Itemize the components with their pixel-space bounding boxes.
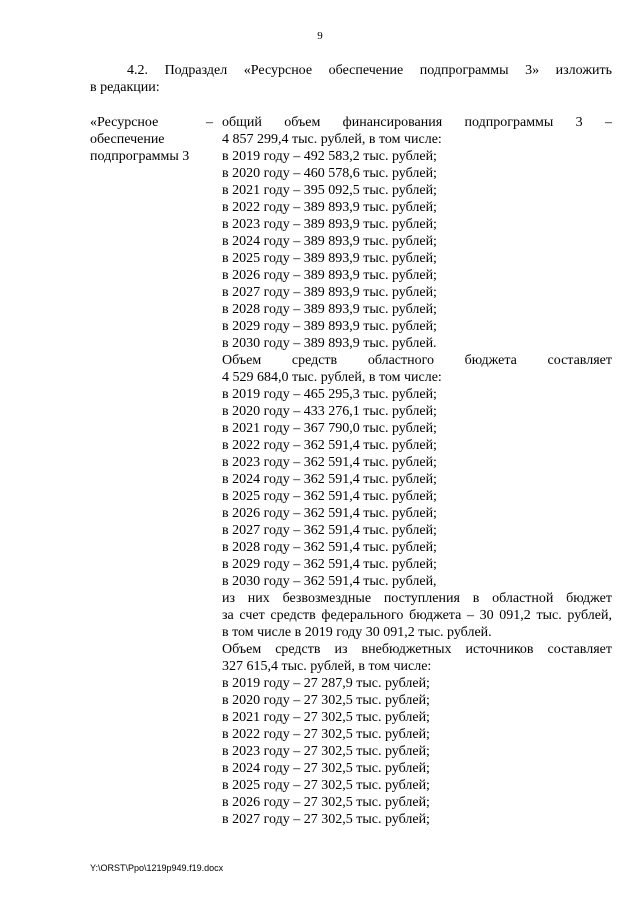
- year-amount-line: в 2025 году – 27 302,5 тыс. рублей;: [222, 778, 430, 793]
- intro-line-1: 4.2. Подраздел «Ресурсное обеспечение подпрограммы 3» изложить: [127, 63, 612, 78]
- year-amount-line: в 2021 году – 27 302,5 тыс. рублей;: [222, 710, 430, 725]
- year-amount-line: в 2028 году – 389 893,9 тыс. рублей;: [222, 302, 437, 317]
- year-amount-line: в 2023 году – 27 302,5 тыс. рублей;: [222, 744, 430, 759]
- year-amount-line: в 2028 году – 362 591,4 тыс. рублей;: [222, 540, 437, 555]
- resource-label-line: подпрограммы 3: [90, 149, 190, 164]
- year-amount-line: в 2022 году – 389 893,9 тыс. рублей;: [222, 200, 437, 215]
- year-amount-line: в 2030 году – 389 893,9 тыс. рублей.: [222, 336, 437, 351]
- year-amount-line: в 2023 году – 362 591,4 тыс. рублей;: [222, 455, 437, 470]
- year-amount-line: в 2021 году – 367 790,0 тыс. рублей;: [222, 421, 437, 436]
- year-amount-line: в 2026 году – 389 893,9 тыс. рублей;: [222, 268, 437, 283]
- year-amount-line: в 2023 году – 389 893,9 тыс. рублей;: [222, 217, 437, 232]
- year-amount-line: в 2024 году – 362 591,4 тыс. рублей;: [222, 472, 437, 487]
- intro-paragraph: [90, 62, 612, 96]
- year-amount-line: в 2026 году – 27 302,5 тыс. рублей;: [222, 795, 430, 810]
- regional-amount: 4 529 684,0 тыс. рублей, в том числе:: [222, 370, 442, 385]
- year-amount-line: в 2020 году – 27 302,5 тыс. рублей;: [222, 693, 430, 708]
- year-amount-line: в 2027 году – 389 893,9 тыс. рублей;: [222, 285, 437, 300]
- extra-years-list: [222, 675, 612, 828]
- year-amount-line: в 2029 году – 362 591,4 тыс. рублей;: [222, 557, 437, 572]
- year-amount-line: в 2019 году – 27 287,9 тыс. рублей;: [222, 676, 430, 691]
- year-amount-line: в 2027 году – 362 591,4 тыс. рублей;: [222, 523, 437, 538]
- year-amount-line: в 2029 году – 389 893,9 тыс. рублей;: [222, 319, 437, 334]
- regional-years-list: [222, 386, 612, 590]
- year-amount-line: в 2022 году – 27 302,5 тыс. рублей;: [222, 727, 430, 742]
- year-amount-line: в 2024 году – 27 302,5 тыс. рублей;: [222, 761, 430, 776]
- label-dash: –: [206, 115, 213, 130]
- federal-line-2: за счет средств федерального бюджета – 30 091,2 тыс. рублей,: [222, 608, 612, 623]
- year-amount-line: в 2021 году – 395 092,5 тыс. рублей;: [222, 183, 437, 198]
- year-amount-line: в 2024 году – 389 893,9 тыс. рублей;: [222, 234, 437, 249]
- year-amount-line: в 2025 году – 389 893,9 тыс. рублей;: [222, 251, 437, 266]
- federal-line-3: в том числе в 2019 году 30 091,2 тыс. рублей.: [222, 625, 492, 640]
- year-amount-line: в 2019 году – 492 583,2 тыс. рублей;: [222, 149, 437, 164]
- year-amount-line: в 2027 году – 27 302,5 тыс. рублей;: [222, 812, 430, 827]
- extra-amount: 327 615,4 тыс. рублей, в том числе:: [222, 659, 432, 674]
- total-amount: 4 857 299,4 тыс. рублей, в том числе:: [222, 132, 442, 147]
- year-amount-line: в 2020 году – 433 276,1 тыс. рублей;: [222, 404, 437, 419]
- total-years-list: [222, 148, 612, 352]
- regional-intro: Объем средств областного бюджета составляет: [222, 353, 612, 368]
- file-path-footer: Y:\ORST\Ppo\1219p949.f19.docx: [90, 863, 224, 873]
- year-amount-line: в 2022 году – 362 591,4 тыс. рублей;: [222, 438, 437, 453]
- resource-label-line: «Ресурсное: [90, 115, 159, 130]
- resource-value-column: [222, 114, 612, 828]
- resource-label-column: [90, 114, 208, 165]
- year-amount-line: в 2020 году – 460 578,6 тыс. рублей;: [222, 166, 437, 181]
- extra-intro: Объем средств из внебюджетных источников составляет: [222, 642, 612, 657]
- total-intro: общий объем финансирования подпрограммы 3 –: [222, 115, 612, 130]
- page-number: 9: [317, 30, 323, 42]
- intro-line-2: в редакции:: [90, 80, 160, 95]
- year-amount-line: в 2019 году – 465 295,3 тыс. рублей;: [222, 387, 437, 402]
- federal-line-1: из них безвозмездные поступления в областной бюджет: [222, 591, 612, 606]
- year-amount-line: в 2030 году – 362 591,4 тыс. рублей,: [222, 574, 437, 589]
- resource-label-line: обеспечение: [90, 132, 165, 147]
- year-amount-line: в 2025 году – 362 591,4 тыс. рублей;: [222, 489, 437, 504]
- year-amount-line: в 2026 году – 362 591,4 тыс. рублей;: [222, 506, 437, 521]
